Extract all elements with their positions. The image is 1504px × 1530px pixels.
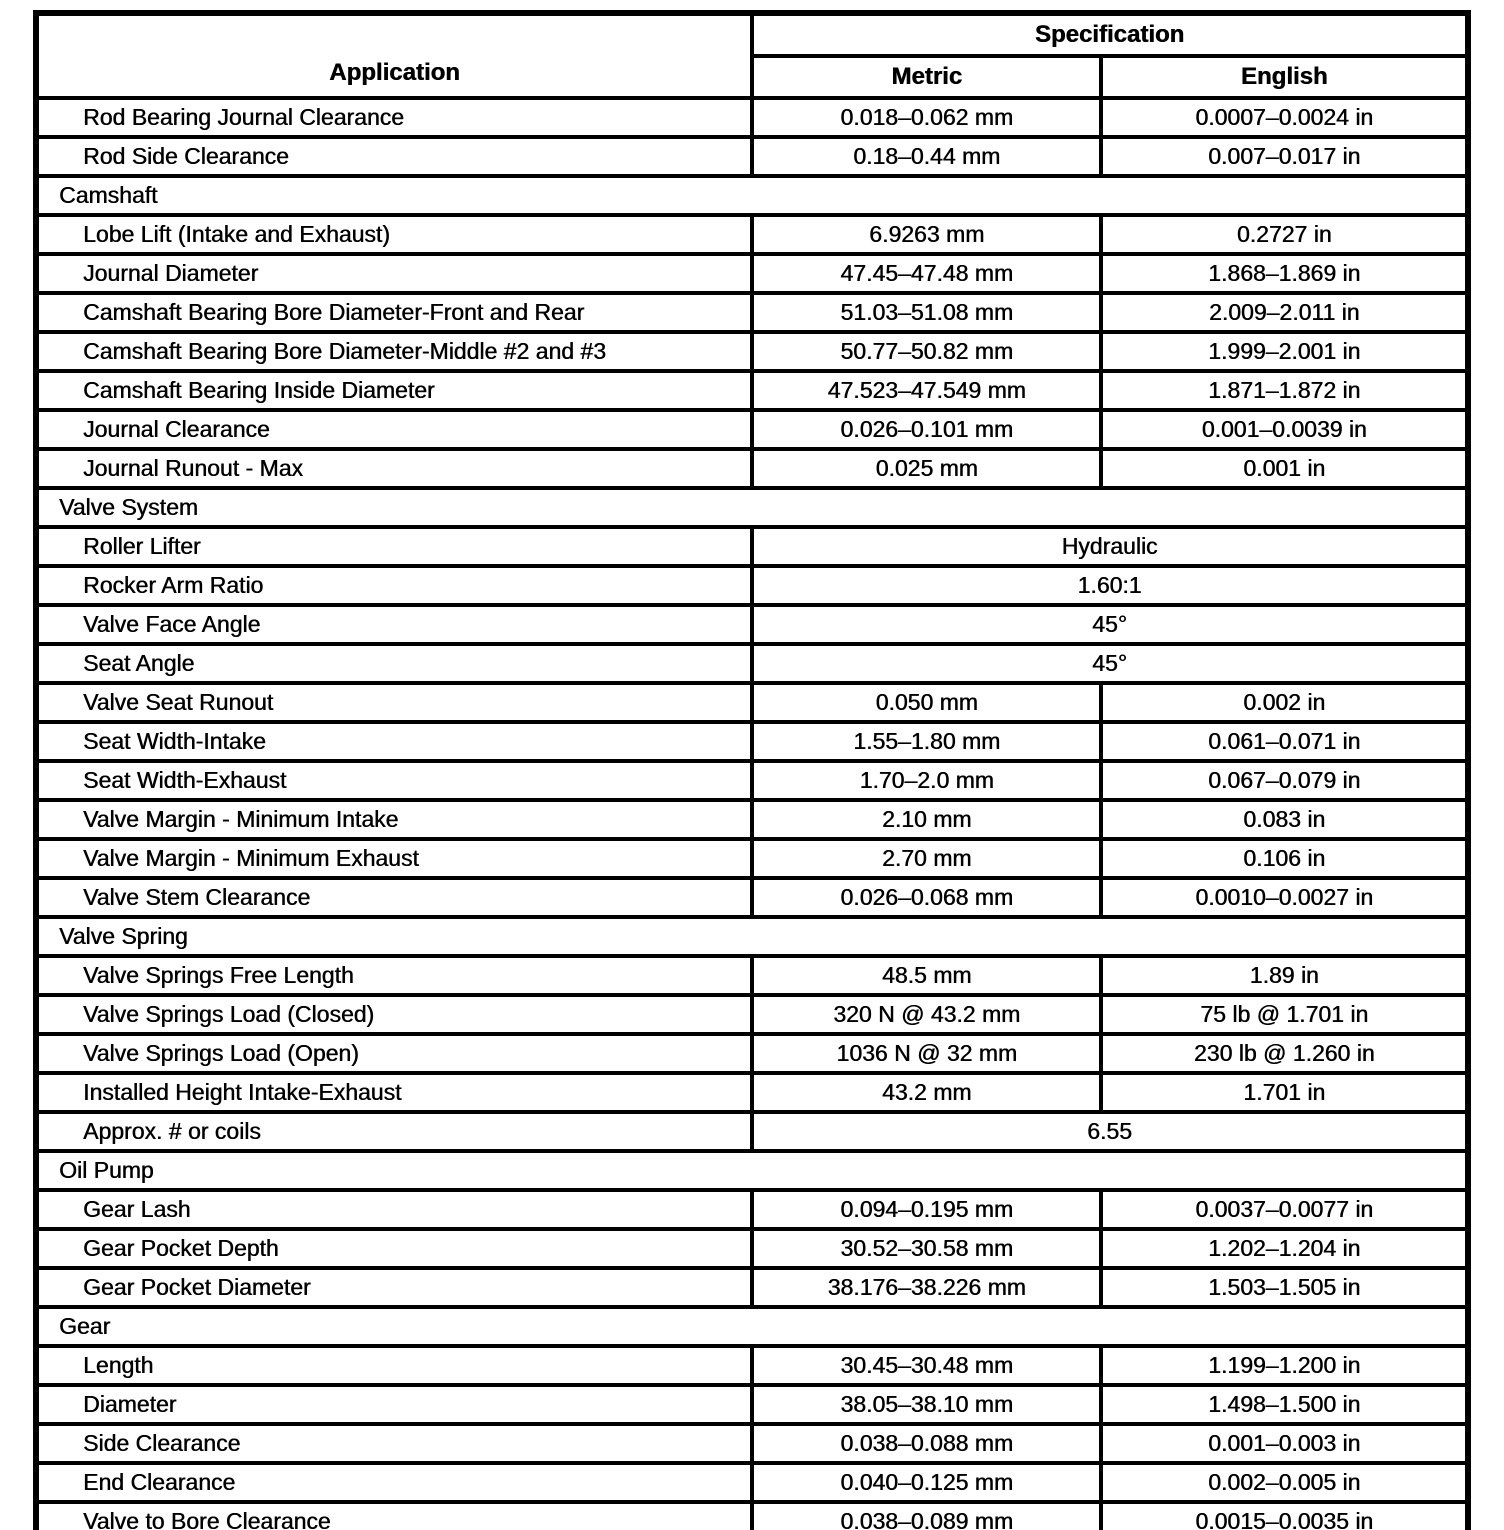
english-value-cell: 0.001–0.003 in — [1101, 1424, 1468, 1463]
table-row — [36, 1424, 1468, 1463]
table-row — [36, 254, 1468, 293]
metric-value-cell: 0.018–0.062 mm — [752, 98, 1101, 137]
metric-value-cell: 0.038–0.089 mm — [752, 1502, 1101, 1530]
application-cell: Valve Stem Clearance — [36, 878, 752, 917]
metric-value-cell: 30.52–30.58 mm — [752, 1229, 1101, 1268]
table-row — [36, 1268, 1468, 1307]
application-cell: Seat Width-Intake — [36, 722, 752, 761]
table-row — [36, 1190, 1468, 1229]
application-cell: Valve Springs Free Length — [36, 956, 752, 995]
english-value-cell: 0.067–0.079 in — [1101, 761, 1468, 800]
shared-value-cell: 6.55 — [752, 1112, 1468, 1151]
table-row — [36, 956, 1468, 995]
english-value-cell: 0.106 in — [1101, 839, 1468, 878]
table-row — [36, 371, 1468, 410]
metric-value-cell: 0.026–0.068 mm — [752, 878, 1101, 917]
metric-value-cell: 2.10 mm — [752, 800, 1101, 839]
metric-value-cell: 48.5 mm — [752, 956, 1101, 995]
table-row — [36, 98, 1468, 137]
english-value-cell: 1.999–2.001 in — [1101, 332, 1468, 371]
metric-value-cell: 0.050 mm — [752, 683, 1101, 722]
english-value-cell: 0.002–0.005 in — [1101, 1463, 1468, 1502]
english-value-cell: 0.0007–0.0024 in — [1101, 98, 1468, 137]
section-header-row — [36, 488, 1468, 527]
table-row — [36, 1229, 1468, 1268]
english-value-cell: 0.002 in — [1101, 683, 1468, 722]
shared-value-cell: Hydraulic — [752, 527, 1468, 566]
application-cell: Valve to Bore Clearance — [36, 1502, 752, 1530]
section-header-row — [36, 1151, 1468, 1190]
metric-value-cell: 38.176–38.226 mm — [752, 1268, 1101, 1307]
application-cell: Journal Runout - Max — [36, 449, 752, 488]
metric-value-cell: 0.026–0.101 mm — [752, 410, 1101, 449]
metric-column-header: Metric — [752, 56, 1101, 98]
english-value-cell: 1.89 in — [1101, 956, 1468, 995]
application-cell: Valve Face Angle — [36, 605, 752, 644]
table-row — [36, 449, 1468, 488]
english-value-cell: 0.2727 in — [1101, 215, 1468, 254]
table-row — [36, 722, 1468, 761]
english-value-cell: 1.701 in — [1101, 1073, 1468, 1112]
table-row — [36, 878, 1468, 917]
table-row — [36, 1346, 1468, 1385]
application-cell: Seat Width-Exhaust — [36, 761, 752, 800]
header-row-specification — [36, 13, 1468, 56]
english-value-cell: 75 lb @ 1.701 in — [1101, 995, 1468, 1034]
application-cell: Camshaft Bearing Bore Diameter-Middle #2 and #3 — [36, 332, 752, 371]
application-cell: Rod Side Clearance — [36, 137, 752, 176]
table-row — [36, 410, 1468, 449]
table-row — [36, 215, 1468, 254]
table-row — [36, 527, 1468, 566]
metric-value-cell: 1.70–2.0 mm — [752, 761, 1101, 800]
metric-value-cell: 1036 N @ 32 mm — [752, 1034, 1101, 1073]
table-header — [36, 13, 1468, 98]
table-row — [36, 1385, 1468, 1424]
metric-value-cell: 38.05–38.10 mm — [752, 1385, 1101, 1424]
application-cell: Length — [36, 1346, 752, 1385]
application-cell: Gear Pocket Depth — [36, 1229, 752, 1268]
table-row — [36, 800, 1468, 839]
table-body — [36, 98, 1468, 1530]
table-row — [36, 293, 1468, 332]
application-cell: Rocker Arm Ratio — [36, 566, 752, 605]
application-cell: Valve Seat Runout — [36, 683, 752, 722]
section-label: Camshaft — [36, 176, 1468, 215]
english-value-cell: 230 lb @ 1.260 in — [1101, 1034, 1468, 1073]
english-value-cell: 1.503–1.505 in — [1101, 1268, 1468, 1307]
metric-value-cell: 0.038–0.088 mm — [752, 1424, 1101, 1463]
metric-value-cell: 0.040–0.125 mm — [752, 1463, 1101, 1502]
metric-value-cell: 0.025 mm — [752, 449, 1101, 488]
table-row — [36, 644, 1468, 683]
table-row — [36, 1073, 1468, 1112]
table-row — [36, 1034, 1468, 1073]
english-value-cell: 0.001–0.0039 in — [1101, 410, 1468, 449]
metric-value-cell: 0.094–0.195 mm — [752, 1190, 1101, 1229]
table-row — [36, 1502, 1468, 1530]
section-label: Oil Pump — [36, 1151, 1468, 1190]
table-row — [36, 683, 1468, 722]
metric-value-cell: 0.18–0.44 mm — [752, 137, 1101, 176]
metric-value-cell: 51.03–51.08 mm — [752, 293, 1101, 332]
application-cell: Roller Lifter — [36, 527, 752, 566]
english-value-cell: 2.009–2.011 in — [1101, 293, 1468, 332]
application-cell: Side Clearance — [36, 1424, 752, 1463]
metric-value-cell: 47.523–47.549 mm — [752, 371, 1101, 410]
english-value-cell: 0.083 in — [1101, 800, 1468, 839]
section-label: Valve System — [36, 488, 1468, 527]
metric-value-cell: 50.77–50.82 mm — [752, 332, 1101, 371]
application-cell: Camshaft Bearing Bore Diameter-Front and Rear — [36, 293, 752, 332]
english-value-cell: 0.061–0.071 in — [1101, 722, 1468, 761]
english-value-cell: 1.202–1.204 in — [1101, 1229, 1468, 1268]
section-header-row — [36, 917, 1468, 956]
metric-value-cell: 1.55–1.80 mm — [752, 722, 1101, 761]
application-column-header: Application — [36, 13, 752, 98]
english-value-cell: 0.0010–0.0027 in — [1101, 878, 1468, 917]
application-cell: Gear Lash — [36, 1190, 752, 1229]
application-cell: Diameter — [36, 1385, 752, 1424]
section-label: Valve Spring — [36, 917, 1468, 956]
english-value-cell: 1.199–1.200 in — [1101, 1346, 1468, 1385]
table-row — [36, 1112, 1468, 1151]
metric-value-cell: 47.45–47.48 mm — [752, 254, 1101, 293]
table-row — [36, 1463, 1468, 1502]
application-cell: Journal Clearance — [36, 410, 752, 449]
application-cell: Installed Height Intake-Exhaust — [36, 1073, 752, 1112]
table-row — [36, 605, 1468, 644]
english-value-cell: 0.0037–0.0077 in — [1101, 1190, 1468, 1229]
application-cell: Lobe Lift (Intake and Exhaust) — [36, 215, 752, 254]
shared-value-cell: 45° — [752, 644, 1468, 683]
section-header-row — [36, 1307, 1468, 1346]
english-value-cell: 0.0015–0.0035 in — [1101, 1502, 1468, 1530]
application-cell: Rod Bearing Journal Clearance — [36, 98, 752, 137]
metric-value-cell: 43.2 mm — [752, 1073, 1101, 1112]
english-value-cell: 1.498–1.500 in — [1101, 1385, 1468, 1424]
application-cell: Valve Springs Load (Closed) — [36, 995, 752, 1034]
metric-value-cell: 320 N @ 43.2 mm — [752, 995, 1101, 1034]
english-column-header: English — [1101, 56, 1468, 98]
shared-value-cell: 45° — [752, 605, 1468, 644]
metric-value-cell: 2.70 mm — [752, 839, 1101, 878]
table-row — [36, 332, 1468, 371]
shared-value-cell: 1.60:1 — [752, 566, 1468, 605]
application-cell: Journal Diameter — [36, 254, 752, 293]
table-row — [36, 137, 1468, 176]
engine-specification-table — [33, 10, 1471, 1530]
english-value-cell: 1.871–1.872 in — [1101, 371, 1468, 410]
metric-value-cell: 6.9263 mm — [752, 215, 1101, 254]
english-value-cell: 1.868–1.869 in — [1101, 254, 1468, 293]
application-cell: Gear Pocket Diameter — [36, 1268, 752, 1307]
application-cell: Camshaft Bearing Inside Diameter — [36, 371, 752, 410]
application-cell: Seat Angle — [36, 644, 752, 683]
application-cell: Valve Margin - Minimum Exhaust — [36, 839, 752, 878]
application-cell: End Clearance — [36, 1463, 752, 1502]
table-row — [36, 839, 1468, 878]
section-label: Gear — [36, 1307, 1468, 1346]
application-cell: Valve Springs Load (Open) — [36, 1034, 752, 1073]
table-row — [36, 995, 1468, 1034]
application-cell: Valve Margin - Minimum Intake — [36, 800, 752, 839]
table-row — [36, 566, 1468, 605]
english-value-cell: 0.001 in — [1101, 449, 1468, 488]
english-value-cell: 0.007–0.017 in — [1101, 137, 1468, 176]
table-row — [36, 761, 1468, 800]
specification-column-header: Specification — [752, 13, 1468, 56]
application-cell: Approx. # or coils — [36, 1112, 752, 1151]
metric-value-cell: 30.45–30.48 mm — [752, 1346, 1101, 1385]
section-header-row — [36, 176, 1468, 215]
